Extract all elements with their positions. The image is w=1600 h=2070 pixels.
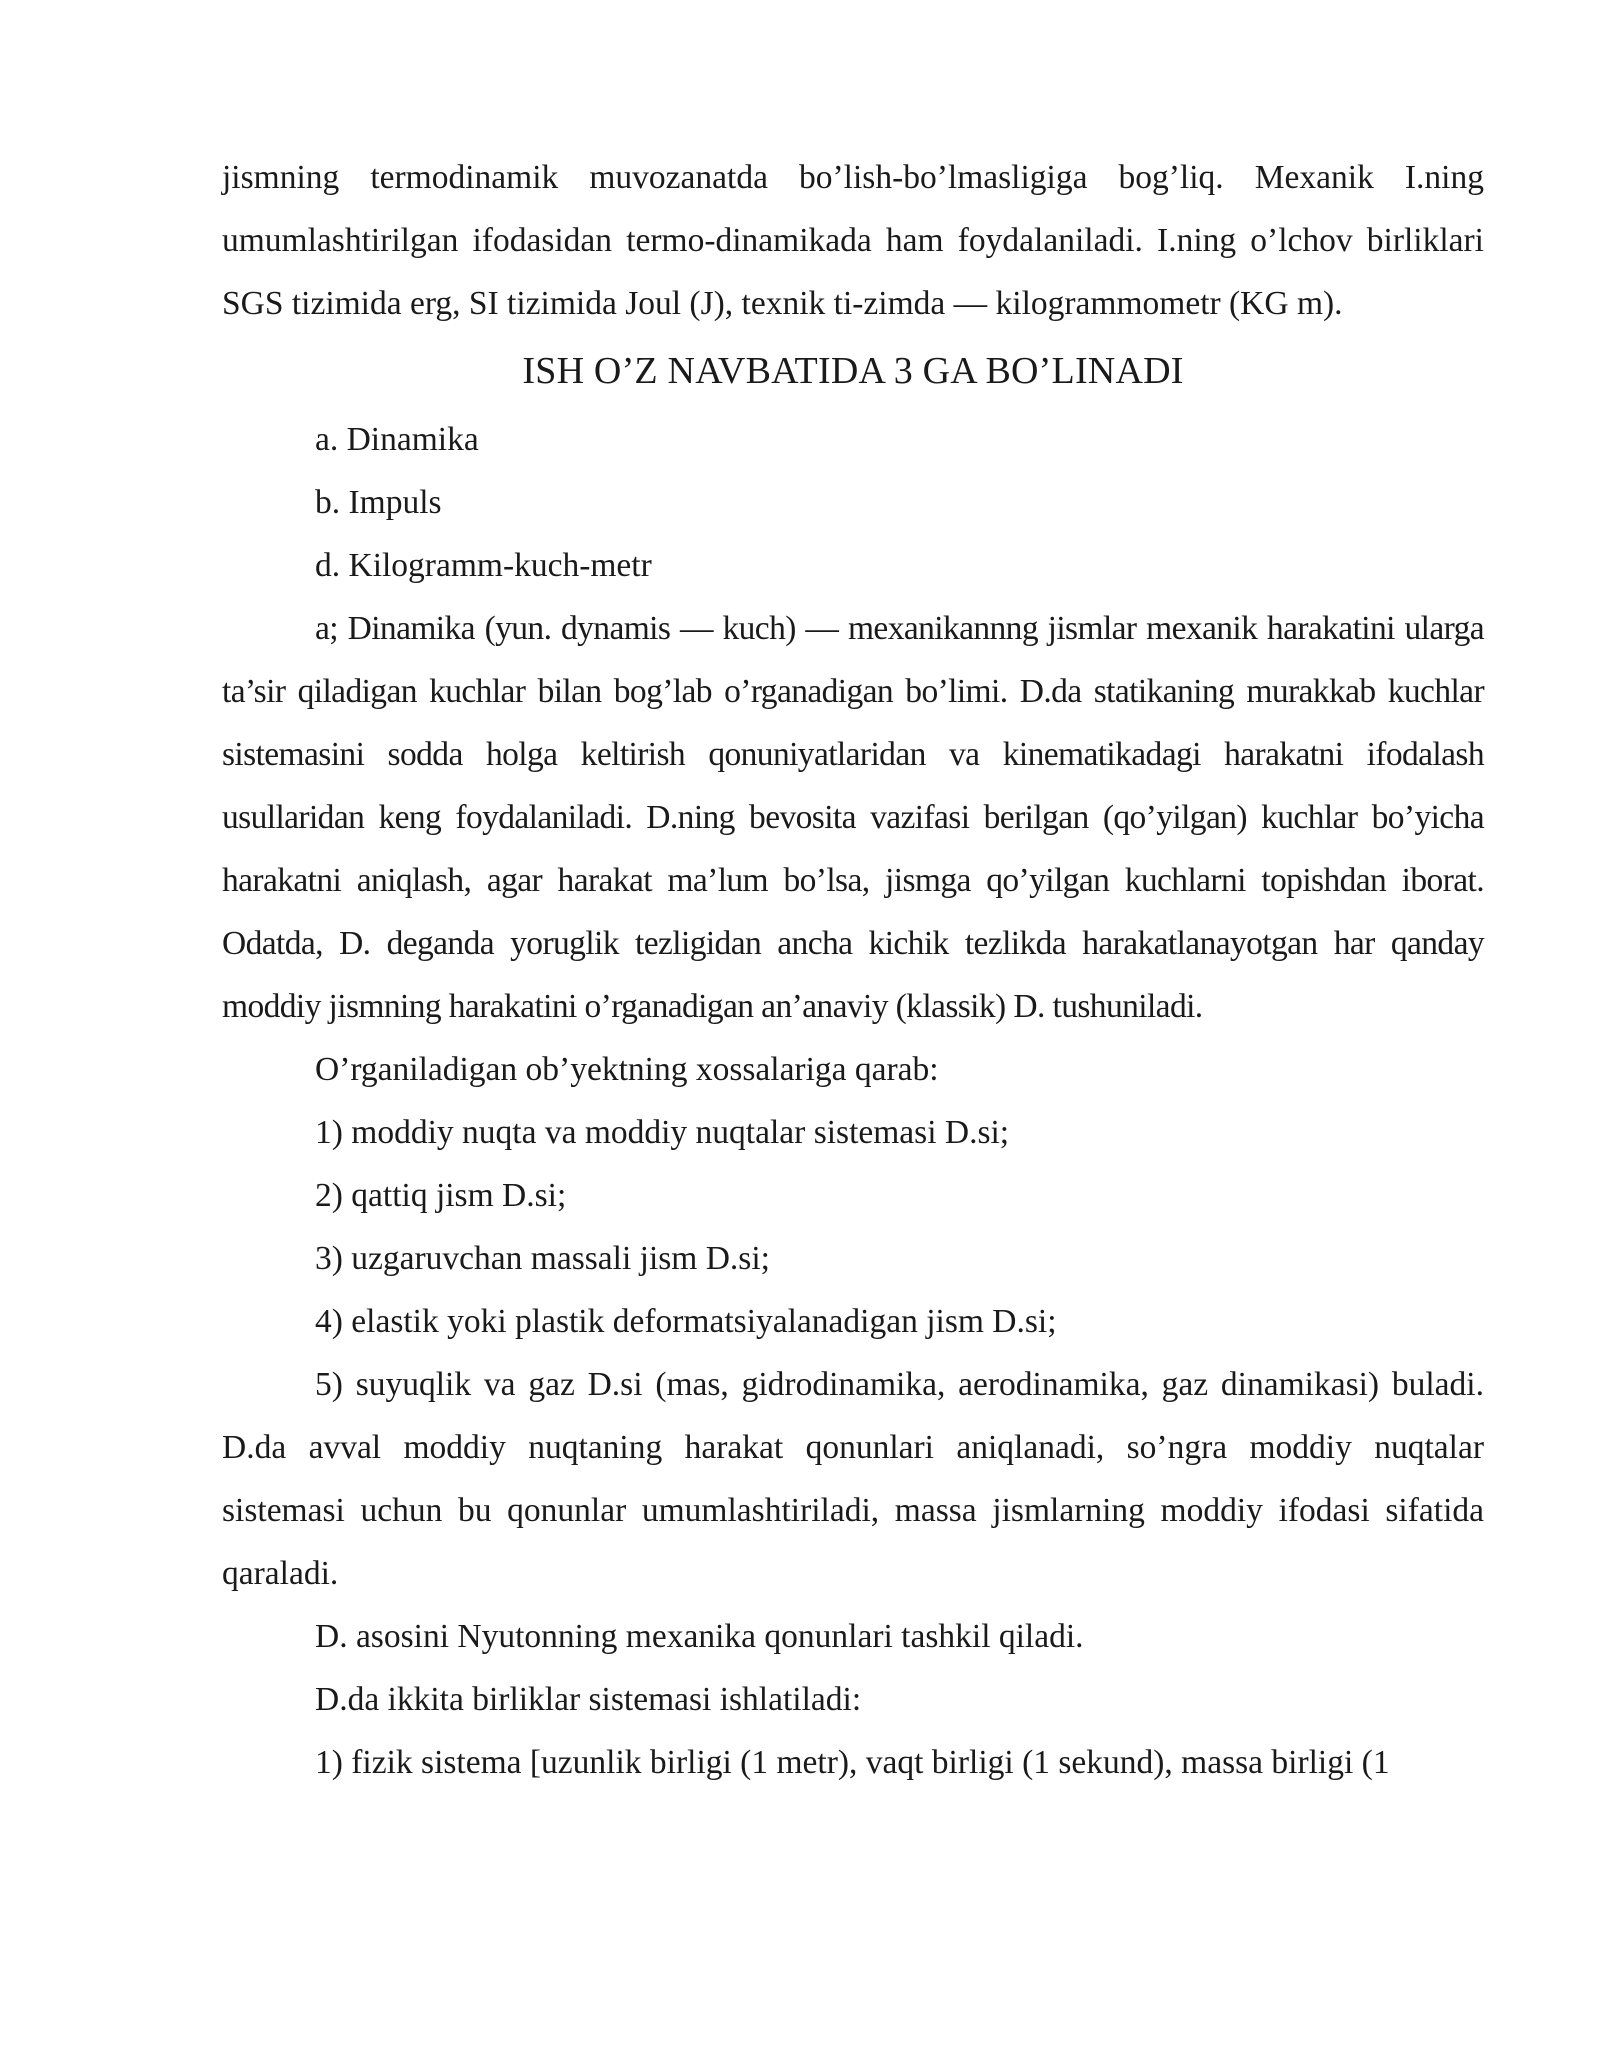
units-intro: D.da ikkita birliklar sistemasi ishlatiladi: — [315, 1681, 862, 1718]
list-item: d. Kilogramm-kuch-metr — [315, 547, 652, 584]
dinamika-paragraph: a; Dinamika (yun. dynamis — kuch) — mexanikannng jismlar mexanik harakatini ularga ta’sir qiladigan kuchlar bilan bog’lab o’rganadigan bo’limi. D.da statikaning murakkab kuchlar sistemasini sodda holga keltirish qonuniyatlaridan va kinematikadagi harakatni ifodalash usullaridan keng foydalaniladi. D.ning bevosita vazifasi berilgan (qo’yilgan) kuchlar bo’yicha harakatni aniqlash, agar harakat ma’lum bo’lsa, jismga qo’yilgan kuchlarni topishdan iborat. Odatda, D. deganda yoruglik tezligidan ancha kichik tezlikda harakatlanayotgan har qanday moddiy jismning harakatini o’rganadigan an’anaviy (klassik) D. tushuniladi. — [222, 610, 1484, 1025]
list-item: a. Dinamika — [315, 421, 479, 458]
units-first-item: 1) fizik sistema [uzunlik birligi (1 metr), vaqt birligi (1 sekund), massa birligi (1 — [315, 1744, 1390, 1781]
object-type-item: 2) qattiq jism D.si; — [315, 1177, 567, 1214]
object-type-item: 1) moddiy nuqta va moddiy nuqtalar sistemasi D.si; — [315, 1114, 1010, 1151]
newton-line: D. asosini Nyutonning mexanika qonunlari tashkil qiladi. — [315, 1618, 1084, 1655]
fluid-paragraph: 5) suyuqlik va gaz D.si (mas, gidrodinamika, aerodinamika, gaz dinamikasi) buladi. D.da avval moddiy nuqtaning harakat qonunlari aniqlanadi, so’ngra moddiy nuqtalar sistemasi uchun bu qonunlar umumlashtiriladi, massa jismlarning moddiy ifodasi sifatida qaraladi. — [222, 1366, 1484, 1592]
intro-paragraph: jismning termodinamik muvozanatda bo’lish-bo’lmasligiga bog’liq. Mexanik I.ning umumlashtirilgan ifodasidan termo-dinamikada ham foydalaniladi. I.ning o’lchov birliklari SGS tizimida erg, SI tizimida Joul (J), texnik ti-zimda — kilogrammometr (KG m). — [222, 159, 1484, 322]
object-intro: O’rganiladigan ob’yektning xossalariga qarab: — [315, 1051, 939, 1088]
list-item: b. Impuls — [315, 484, 442, 521]
object-type-item: 4) elastik yoki plastik deformatsiyalanadigan jism D.si; — [315, 1303, 1057, 1340]
document-body — [222, 146, 1484, 1794]
section-heading: ISH O’Z NAVBATIDA 3 GA BO’LINADI — [522, 350, 1184, 392]
object-type-item: 3) uzgaruvchan massali jism D.si; — [315, 1240, 770, 1277]
